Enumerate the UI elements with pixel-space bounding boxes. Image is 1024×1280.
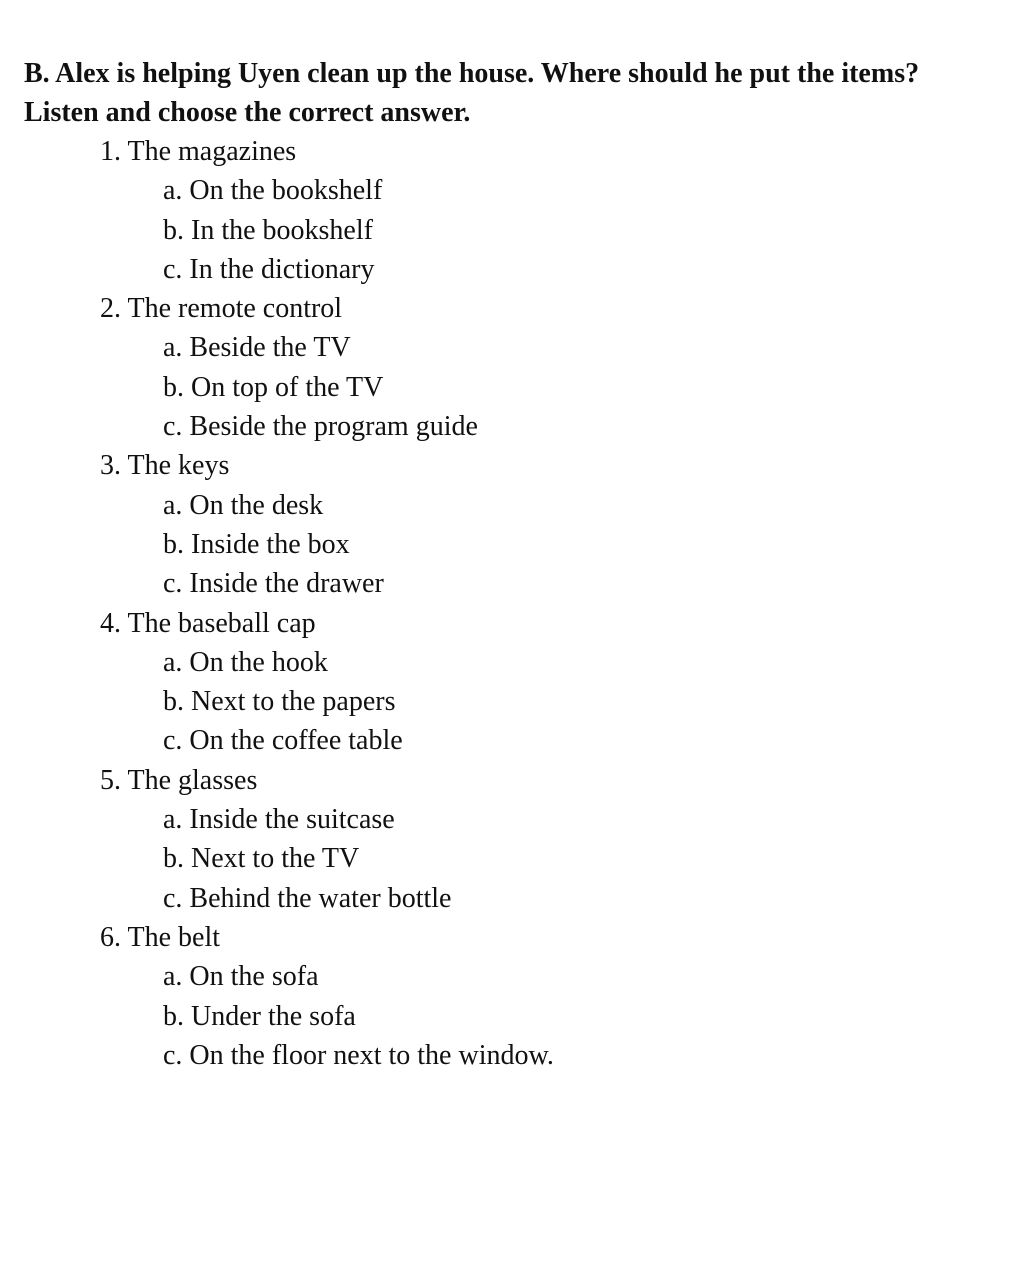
option-a[interactable]: a. On the bookshelf xyxy=(163,175,383,207)
question-prompt xyxy=(24,918,1000,957)
question-number: 6. xyxy=(100,921,121,953)
option-a[interactable]: a. On the sofa xyxy=(163,961,319,993)
question-prompt xyxy=(24,446,1000,485)
option-c[interactable]: c. Beside the program guide xyxy=(163,411,478,443)
option-b[interactable]: b. Under the sofa xyxy=(163,1000,356,1032)
question-prompt xyxy=(24,132,1000,171)
option-list xyxy=(24,171,1000,289)
instruction-heading-line-1: B. Alex is helping Uyen clean up the house. Where should he put the items? xyxy=(24,58,920,89)
question-text: The remote control xyxy=(127,293,343,325)
option-b[interactable]: b. Inside the box xyxy=(163,528,350,560)
option-b[interactable]: b. Next to the TV xyxy=(163,843,360,875)
option-list xyxy=(24,957,1000,1075)
option-a[interactable]: a. On the hook xyxy=(163,646,328,678)
question-1 xyxy=(24,132,1000,289)
question-prompt xyxy=(24,289,1000,328)
question-3 xyxy=(24,446,1000,603)
question-number: 4. xyxy=(100,607,121,639)
question-number: 3. xyxy=(100,450,121,482)
option-a[interactable]: a. Beside the TV xyxy=(163,332,351,364)
option-b[interactable]: b. Next to the papers xyxy=(163,686,396,718)
question-6 xyxy=(24,918,1000,1075)
option-a[interactable]: a. On the desk xyxy=(163,489,324,521)
question-number: 5. xyxy=(100,764,121,796)
question-4 xyxy=(24,604,1000,761)
option-c[interactable]: c. On the coffee table xyxy=(163,725,403,757)
question-2 xyxy=(24,289,1000,446)
question-number: 1. xyxy=(100,136,121,167)
option-list xyxy=(24,486,1000,604)
instruction-heading-line-2: Listen and choose the correct answer. xyxy=(24,97,471,128)
option-c[interactable]: c. Behind the water bottle xyxy=(163,882,452,914)
option-list xyxy=(24,328,1000,446)
option-a[interactable]: a. Inside the suitcase xyxy=(163,804,395,836)
question-number: 2. xyxy=(100,293,121,325)
question-prompt xyxy=(24,604,1000,643)
option-b[interactable]: b. In the bookshelf xyxy=(163,214,373,246)
option-c[interactable]: c. On the floor next to the window. xyxy=(163,1039,554,1071)
question-prompt xyxy=(24,761,1000,800)
question-text: The glasses xyxy=(127,764,258,796)
option-b[interactable]: b. On top of the TV xyxy=(163,371,384,403)
option-list xyxy=(24,643,1000,761)
question-text: The magazines xyxy=(127,136,297,167)
option-list xyxy=(24,800,1000,918)
option-c[interactable]: c. In the dictionary xyxy=(163,253,375,285)
question-text: The keys xyxy=(127,450,230,482)
question-text: The belt xyxy=(127,921,221,953)
question-list xyxy=(24,132,1000,1075)
option-c[interactable]: c. Inside the drawer xyxy=(163,568,384,600)
question-text: The baseball cap xyxy=(127,607,316,639)
question-5 xyxy=(24,761,1000,918)
